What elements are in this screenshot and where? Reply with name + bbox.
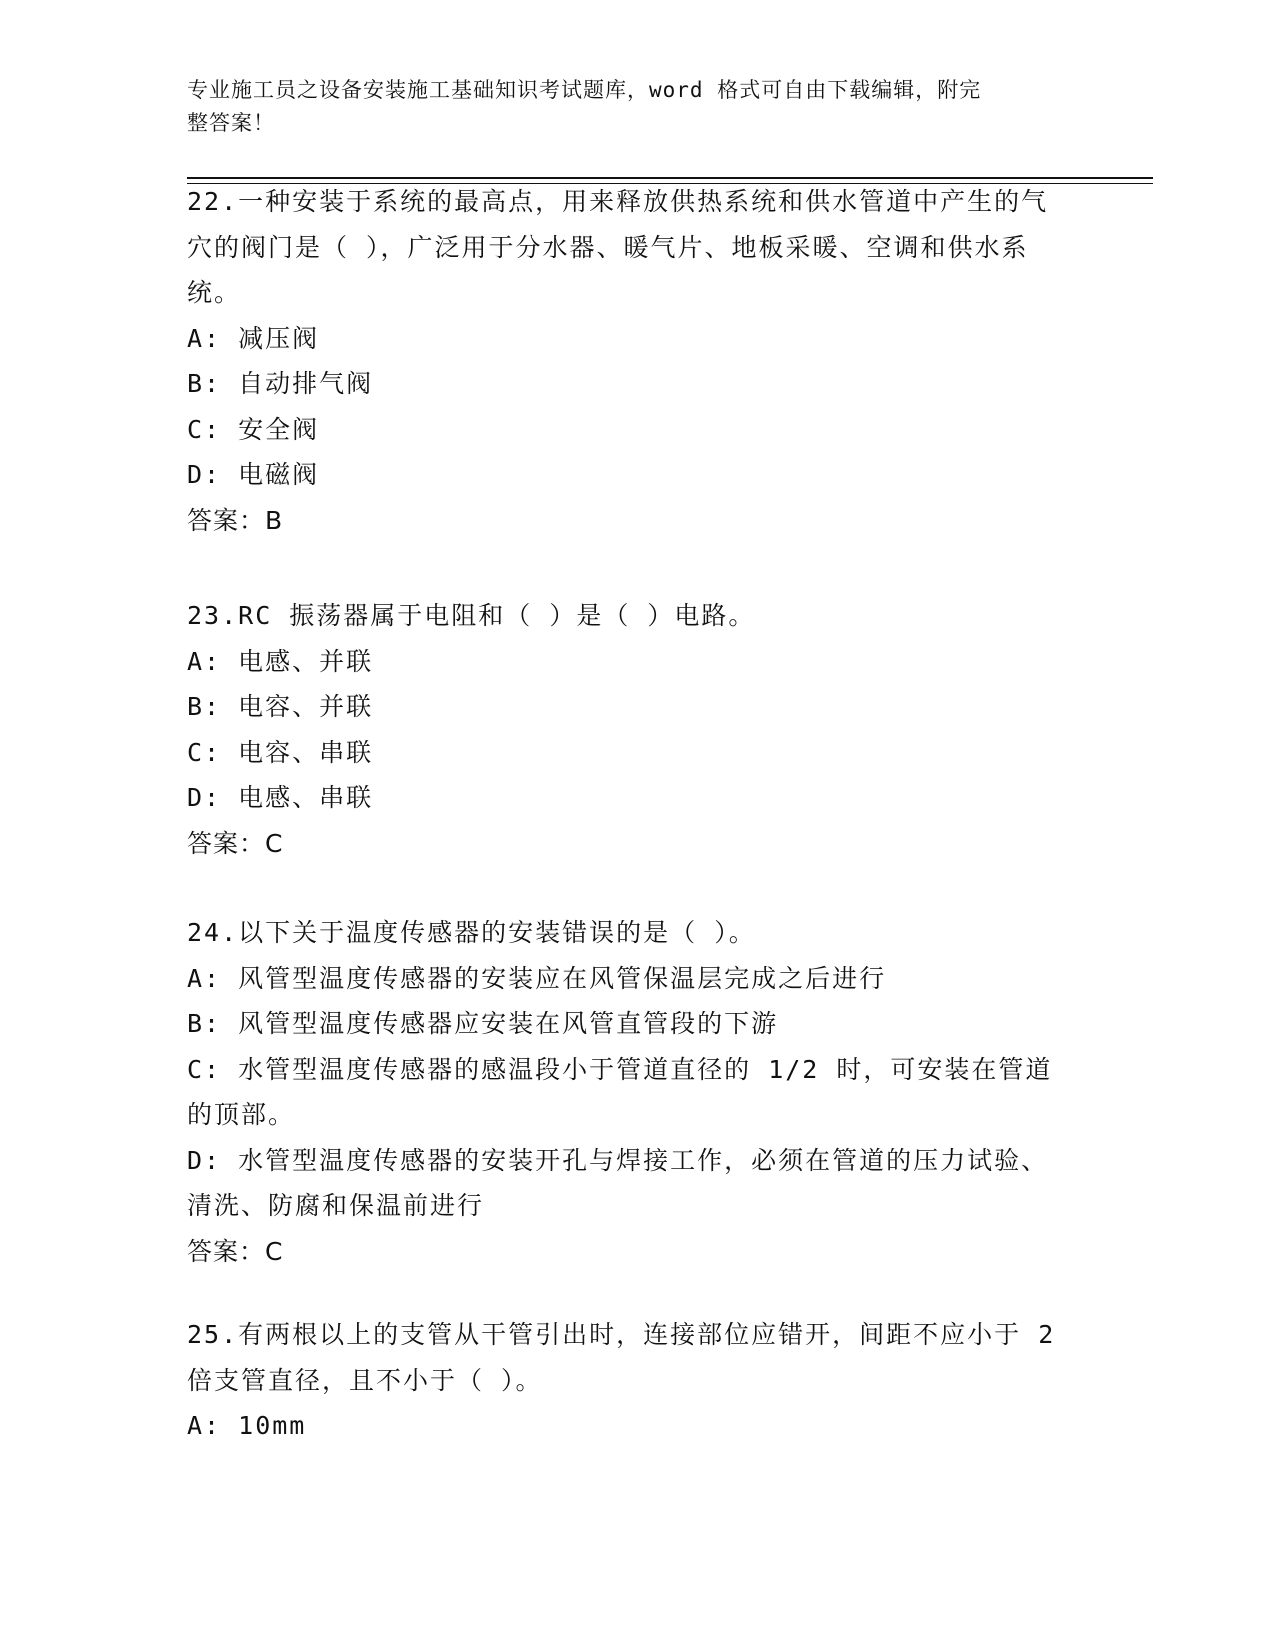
document-header (187, 74, 1067, 140)
option-c: C: 水管型温度传感器的感温段小于管道直径的 1/2 时，可安装在管道的顶部。 (187, 1054, 1053, 1129)
question-23 (187, 593, 1067, 866)
question-22 (187, 179, 1067, 543)
answer-label: 答案：B (187, 505, 284, 535)
option-a: A: 风管型温度传感器的安装应在风管保温层完成之后进行 (187, 963, 887, 993)
option-a: A: 10mm (187, 1411, 307, 1440)
question-text: 22.一种安装于系统的最高点，用来释放供热系统和供水管道中产生的气穴的阀门是（ ），广泛用于分水器、暖气片、地板采暖、空调和供水系统。 (187, 187, 1049, 307)
option-b: B: 自动排气阀 (187, 369, 374, 398)
question-24 (187, 910, 1067, 1274)
option-b: B: 电容、并联 (187, 692, 374, 721)
option-a: A: 电感、并联 (187, 646, 374, 676)
option-d: D: 电磁阀 (187, 460, 320, 489)
option-c: C: 电容、串联 (187, 737, 374, 767)
question-text: 24.以下关于温度传感器的安装错误的是（ ）。 (187, 918, 756, 947)
header-line-1: 专业施工员之设备安装施工基础知识考试题库，word 格式可自由下载编辑，附完 (187, 78, 982, 102)
option-c: C: 安全阀 (187, 414, 320, 444)
option-d: D: 水管型温度传感器的安装开孔与焊接工作，必须在管道的压力试验、清洗、防腐和保温前进行 (187, 1145, 1049, 1220)
option-d: D: 电感、串联 (187, 783, 374, 812)
answer-label: 答案：C (187, 828, 284, 858)
answer-label: 答案：C (187, 1236, 284, 1266)
question-text: 23.RC 振荡器属于电阻和（ ）是（ ）电路。 (187, 601, 756, 630)
question-25 (187, 1312, 1067, 1449)
option-b: B: 风管型温度传感器应安装在风管直管段的下游 (187, 1009, 779, 1038)
header-line-2: 整答案！ (187, 111, 275, 135)
question-text: 25.有两根以上的支管从干管引出时，连接部位应错开，间距不应小于 2 倍支管直径，且不小于（ ）。 (187, 1320, 1056, 1395)
option-a: A: 减压阀 (187, 323, 320, 353)
